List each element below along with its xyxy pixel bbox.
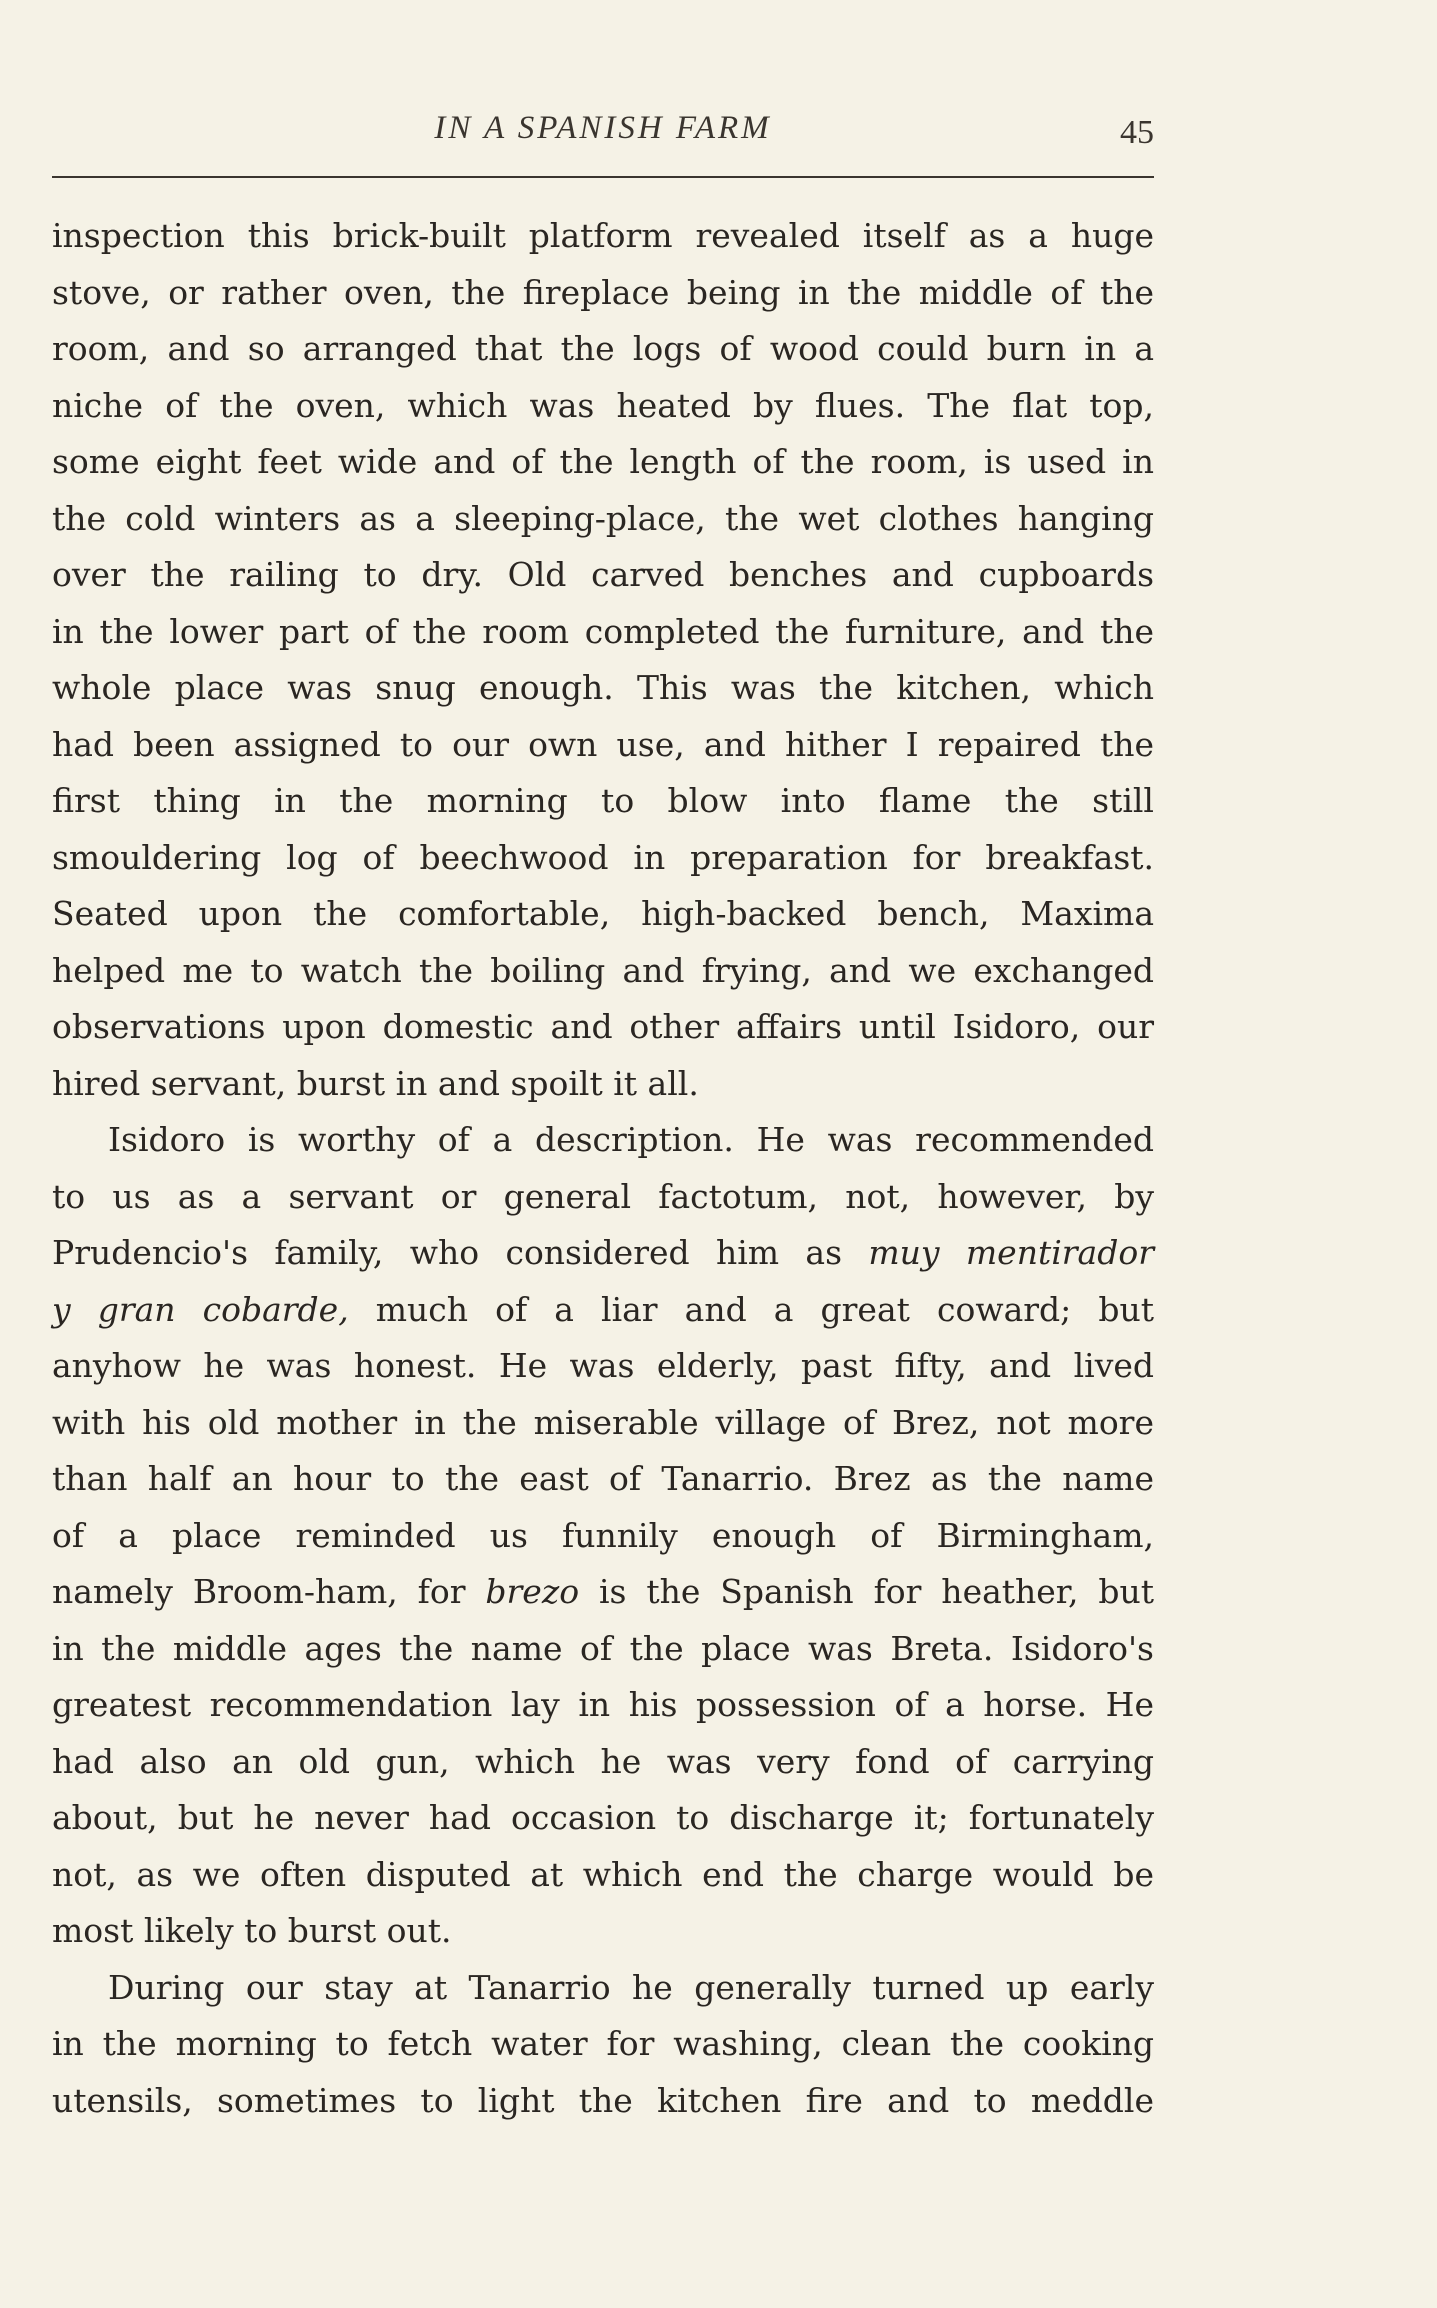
text-line: [52, 1564, 1154, 1621]
header-rule: [52, 176, 1154, 178]
page-number: 45: [1120, 114, 1154, 151]
text-line: some eight feet wide and of the length of the room, is used in: [52, 442, 1154, 481]
italic-phrase: muy mentirador: [868, 1233, 1154, 1272]
text-line: the cold winters as a sleeping-place, the wet clothes hanging: [52, 498, 1154, 538]
text-line: over the railing to dry. Old carved benches and cupboards: [52, 555, 1154, 594]
italic-word: brezo: [485, 1572, 580, 1611]
text-line: not, as we often disputed at which end the charge would be: [52, 1854, 1154, 1894]
text-line: [52, 1282, 1154, 1339]
text-run: Prudencio's family, who considered him as: [52, 1233, 843, 1272]
text-line: first thing in the morning to blow into flame the still: [52, 781, 1154, 820]
text-line: of a place reminded us funnily enough of Birmingham,: [52, 1515, 1154, 1555]
text-line: observations upon domestic and other affairs until Isidoro, our: [52, 1007, 1154, 1046]
text-line: hired servant, burst in and spoilt it all.: [52, 1063, 699, 1103]
text-line: in the middle ages the name of the place was Breta. Isidoro's: [52, 1628, 1154, 1668]
text-line: utensils, sometimes to light the kitchen fire and to meddle: [52, 2080, 1154, 2120]
text-line: in the morning to fetch water for washing, clean the cooking: [52, 2024, 1154, 2063]
text-line: inspection this brick-built platform revealed itself as a huge: [52, 216, 1154, 255]
italic-phrase: y gran cobarde,: [52, 1289, 349, 1329]
text-line: stove, or rather oven, the fireplace being in the middle of the: [52, 272, 1154, 312]
text-line: whole place was snug enough. This was the kitchen, which: [52, 668, 1154, 707]
text-line: [52, 1225, 1154, 1282]
text-line: had been assigned to our own use, and hither I repaired the: [52, 724, 1154, 764]
text-line: greatest recommendation lay in his possession of a horse. He: [52, 1685, 1154, 1724]
text-line: about, but he never had occasion to discharge it; fortunately: [52, 1798, 1154, 1837]
running-title: IN A SPANISH FARM: [434, 110, 772, 146]
text-line: Isidoro is worthy of a description. He was recommended: [108, 1120, 1154, 1159]
text-line: During our stay at Tanarrio he generally turned up early: [108, 1967, 1154, 2007]
body-text: [52, 208, 1154, 2129]
text-run: is the Spanish for heather, but: [598, 1572, 1154, 1611]
text-line: with his old mother in the miserable village of Brez, not more: [52, 1402, 1154, 1442]
text-line: helped me to watch the boiling and frying, and we exchanged: [52, 950, 1154, 990]
text-run: namely Broom-ham, for: [52, 1572, 466, 1611]
text-run: much of a liar and a great coward; but: [375, 1289, 1154, 1329]
text-line: to us as a servant or general factotum, not, however, by: [52, 1176, 1154, 1216]
text-line: niche of the oven, which was heated by flues. The flat top,: [52, 385, 1154, 425]
text-line: most likely to burst out.: [52, 1911, 452, 1950]
text-line: in the lower part of the room completed the furniture, and the: [52, 611, 1154, 651]
text-line: Seated upon the comfortable, high-backed bench, Maxima: [52, 894, 1154, 933]
text-line: anyhow he was honest. He was elderly, past fifty, and lived: [52, 1346, 1154, 1385]
text-line: had also an old gun, which he was very fond of carrying: [52, 1741, 1154, 1781]
text-line: smouldering log of beechwood in preparation for breakfast.: [52, 837, 1154, 877]
text-line: than half an hour to the east of Tanarrio. Brez as the name: [52, 1459, 1154, 1498]
text-line: room, and so arranged that the logs of wood could burn in a: [52, 329, 1154, 368]
page-header: [52, 100, 1154, 170]
